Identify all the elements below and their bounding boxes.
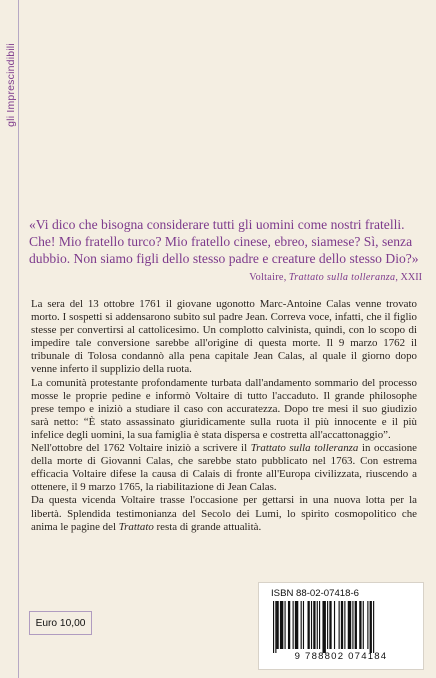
blurb-paragraph-2: La comunità protestante profondamente turbata dall'andamento sommario del processo mosse le proprie pedine e informò Voltaire di tutto l'accaduto. Il grande philosophe prese tempo e iniziò a studiare il caso con accuratezza. Dopo tre mesi il suo giudizio sarà netto: “È stato assassinato giuridicamente sulla ruota il più innocente e il più infelice degli uomini, la sua famiglia è stata dispersa e costretta all'accattonaggio”. bbox=[31, 376, 417, 441]
epigraph-quote bbox=[29, 216, 423, 267]
price-label: Euro 10,00 bbox=[35, 617, 86, 629]
blurb bbox=[31, 298, 417, 534]
isbn-label: ISBN 88-02-07418-6 bbox=[271, 588, 359, 599]
vertical-rule bbox=[18, 0, 19, 678]
quote-text: «Vi dico che bisogna considerare tutti gli uomini come nostri fratelli. Che! Mio fratello turco? Mio fratello cinese, ebreo, siamese? Sì, senza dubbio. Non siamo figli dello stesso padre e creature dello stesso Dio?» bbox=[29, 217, 419, 266]
quote-work: Trattato sulla tolleranza bbox=[288, 272, 396, 283]
blurb-paragraph-4: Da questa vicenda Voltaire trasse l'occasione per gettarsi in una nuova lotta per la libertà. Splendida testimonianza del Secolo dei Lumi, lo spirito cosmopolitico che anima le pagine del Trattato resta di grande attualità. bbox=[31, 494, 417, 533]
blurb-paragraph-3: Nell'ottobre del 1762 Voltaire iniziò a scrivere il Trattato sulla tolleranza in occasione della morte di Giovanni Calas, che sarebbe stato pubblicato nel 1763. Con estrema efficacia Voltaire difese la causa di Calais di fronte all'Europa civilizzata, riuscendo a ottenere, il 9 marzo 1765, la riabilitazione di Jean Calas. bbox=[31, 442, 417, 494]
barcode-icon bbox=[273, 601, 409, 653]
series-label: gli Imprescindibili bbox=[5, 43, 17, 127]
barcode-panel bbox=[258, 582, 424, 670]
blurb-paragraph-1: La sera del 13 ottobre 1761 il giovane ugonotto Marc-Antoine Calas venne trovato morto. I sospetti si addensarono subito sul padre Jean. Correva voce, infatti, che il figlio stesse per convertirsi al cattolicesimo. Un complotto calvinista, quindi, con lo scopo di impedire tale conversione sarebbe all'origine di questa morte. Il 9 marzo 1762 il tribunale di Tolosa condannò alla pena capitale Jean Calas, al quale il giorno dopo venne inferto il supplizio della ruota. bbox=[31, 298, 417, 376]
quote-author: Voltaire bbox=[249, 272, 284, 283]
price-tag bbox=[29, 611, 92, 635]
quote-chapter: XXII bbox=[400, 272, 422, 283]
ean-number: 9 788802 074184 bbox=[294, 651, 388, 662]
quote-attribution: Voltaire, Trattato sulla tolleranza, XXII bbox=[249, 272, 422, 283]
